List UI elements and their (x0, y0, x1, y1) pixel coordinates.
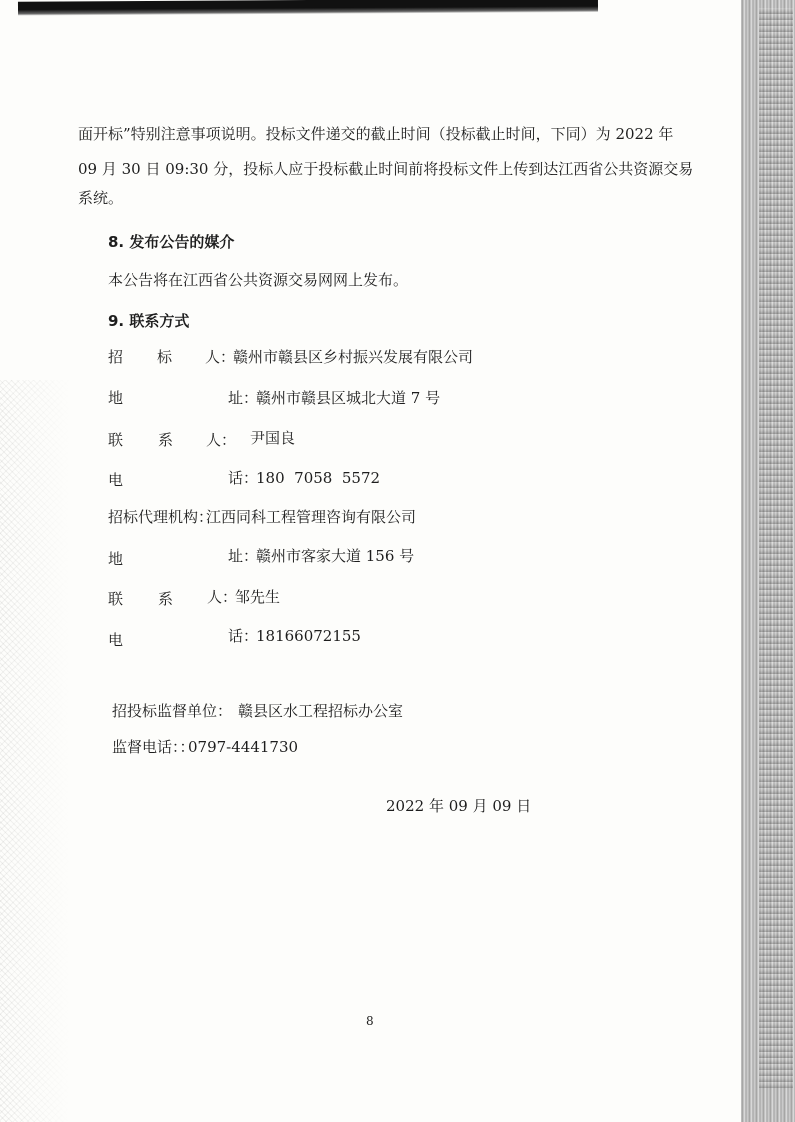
tenderer-label-1: 招 (108, 348, 124, 366)
paragraph-line-2: 09 月 30 日 09:30 分，投标人应于投标截止时间前将投标文件上传到达江西省公共资源交易 (78, 160, 694, 178)
scan-left-noise (0, 380, 70, 1122)
agency-phone-label-2: 话： (228, 627, 259, 645)
agency-address-value: 赣州市客家大道 156 号 (256, 547, 415, 565)
tenderer-label-2: 标 (157, 348, 173, 366)
supervisor-value: 赣县区水工程招标办公室 (238, 702, 404, 720)
tenderer-value: 赣州市赣县区乡村振兴发展有限公司 (233, 348, 474, 366)
supervisor-phone-value: 0797-4441730 (188, 738, 299, 756)
agency-address-label-2: 址： (228, 547, 259, 565)
tenderer-phone-label-1: 电 (108, 471, 124, 489)
agency-phone-label-1: 电 (108, 631, 124, 649)
agency-address-label-1: 地 (108, 550, 124, 568)
section-9-heading: 9. 联系方式 (108, 312, 190, 330)
supervisor-label: 招投标监督单位： (112, 702, 233, 720)
agency-phone-value: 18166072155 (256, 627, 361, 645)
tenderer-contact-label-2: 系 (158, 431, 174, 449)
tenderer-address-value: 赣州市赣县区城北大道 7 号 (256, 389, 441, 407)
agency-contact-value: 邹先生 (235, 588, 281, 606)
tenderer-contact-label-1: 联 (108, 431, 124, 449)
scan-top-edge (18, 0, 598, 16)
paragraph-line-3: 系统。 (78, 189, 124, 207)
section-8-heading: 8. 发布公告的媒介 (108, 233, 235, 251)
agency-contact-label-2: 系 (158, 590, 174, 608)
supervisor-phone-label: 监督电话：： (112, 738, 195, 756)
agency-value: 江西同科工程管理咨询有限公司 (206, 508, 417, 526)
page-number: 8 (366, 1014, 374, 1028)
agency-contact-label-1: 联 (108, 590, 124, 608)
document-date: 2022 年 09 月 09 日 (386, 797, 532, 815)
tenderer-phone-label-2: 话： (228, 469, 259, 487)
tenderer-contact-value: 尹国良 (250, 429, 296, 447)
tenderer-address-label-1: 地 (108, 389, 124, 407)
tenderer-address-label-2: 址： (228, 389, 259, 407)
section-8-text: 本公告将在江西省公共资源交易网网上发布。 (108, 271, 409, 289)
agency-contact-label-3: 人： (207, 588, 238, 606)
tenderer-phone-value: 180 7058 5572 (256, 469, 381, 487)
scan-right-edge (741, 0, 795, 1122)
tenderer-contact-label-3: 人： (206, 431, 237, 449)
paragraph-line-1: 面开标”特别注意事项说明。投标文件递交的截止时间（投标截止时间，下同）为 2022 年 (78, 125, 674, 143)
tenderer-label-3: 人： (205, 348, 236, 366)
scan-edge-shading (759, 8, 793, 1088)
agency-label: 招标代理机构： (108, 508, 214, 526)
